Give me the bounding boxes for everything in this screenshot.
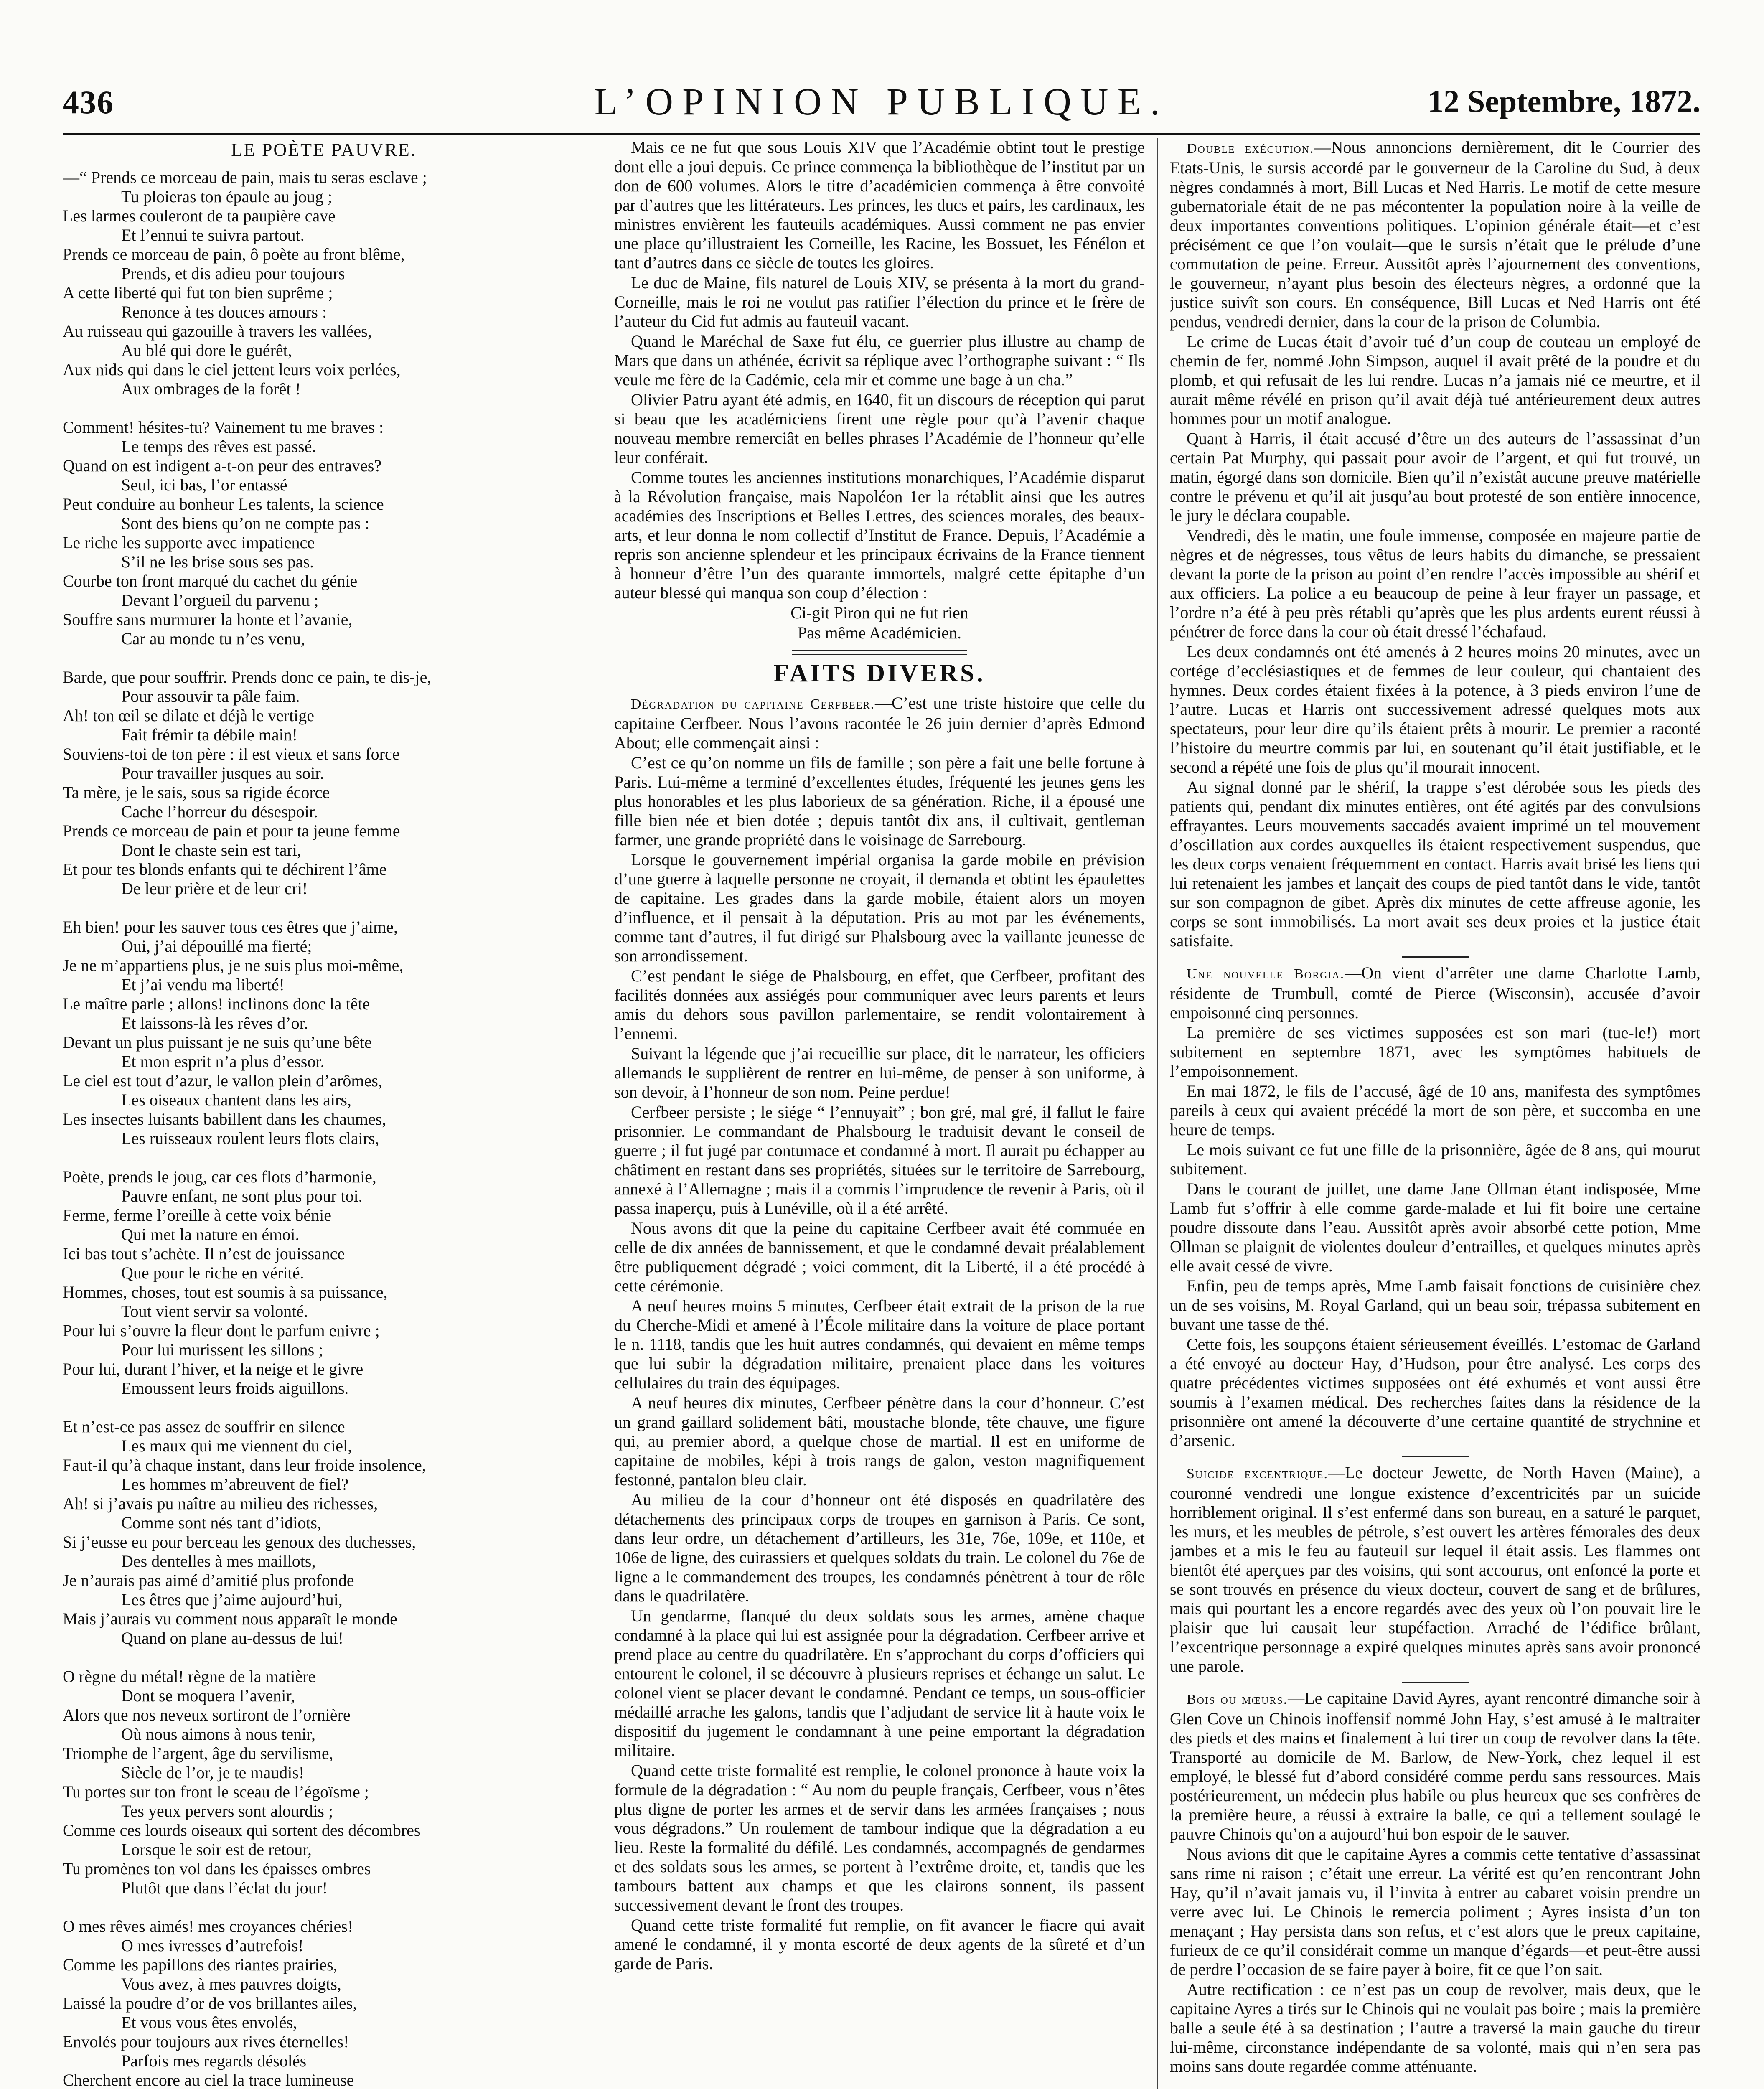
poem-line: Les maux qui me viennent du ciel, [121, 1436, 352, 1455]
poem-line: Comme les papillons des riantes prairies, [63, 1955, 338, 1974]
poem-line: Pour lui, durant l’hiver, et la neige et le givre [63, 1360, 363, 1378]
article-paragraph [1170, 332, 1700, 428]
article-paragraph [1170, 1980, 1700, 2076]
paragraph-text: Comme toutes les anciennes institutions monarchiques, l’Académie disparut à la Révolution française, mais Napoléon 1er la rétablit ainsi que les autres académies des Inscriptions et Belles Lettres, des sciences morales, des beaux-arts, et leur donna le nom collectif d’Institut de France. Depuis, l’Académie a repris son ancienne splendeur et les principaux écrivains de la France tiennent à honneur d’être l’un des quarante immortels, malgré cette épitaphe d’un auteur blessé qui manqua son coup d’élection : [614, 468, 1145, 602]
poem-line: Les êtres que j’aime aujourd’hui, [121, 1590, 343, 1609]
poem-line: Si j’eusse eu pour berceau les genoux des duchesses, [63, 1532, 416, 1551]
poem-line: Les oiseaux chantent dans les airs, [121, 1090, 351, 1109]
article-paragraph [1170, 1140, 1700, 1179]
paragraph-text: Dans le courant de juillet, une dame Jane Ollman étant indisposée, Mme Lamb fut s’offrir à elle comme garde-malade et lui fit boire une certaine poudre dissoute dans l’eau. Aussitôt après avoir absorbé cette potion, Mme Ollman se plaignit de violentes douleur d’entrailles, et quelques minutes après elle avait cessé de vivre. [1170, 1179, 1700, 1275]
epitaph-line-2: Pas même Académicien. [797, 623, 962, 642]
epitaph-line-1: Ci-git Piron qui ne fut rien [790, 603, 968, 622]
poem-line: Emoussent leurs froids aiguillons. [121, 1379, 349, 1398]
poem-line: Dont le chaste sein est tari, [121, 841, 301, 859]
poem-line: Le riche les supporte avec impatience [63, 533, 315, 552]
paragraph-text: Les deux condamnés ont été amenés à 2 heures moins 20 minutes, avec un cortége d’ecclésiastiques et de femmes de leur couleur, qui chantaient des hymnes. Deux cordes étaient fixées à la potence, à 3 pieds environ l’une de l’autre. Lucas et Harris ont successivement adressé quelques mots aux spectateurs, pour leur dire qu’ils étaient prêts à mourir. Le premier a raconté l’histoire du meurtre commis par lui, en soutenant qu’il était justifiable, et le second a répété une fois de plus qu’il mourait innocent. [1170, 642, 1700, 776]
poem-line: Parfois mes regards désolés [121, 2051, 307, 2070]
paragraph-text: Le duc de Maine, fils naturel de Louis XIV, se présenta à la mort du grand-Corneille, mais le roi ne voulut pas ratifier l’élection du prince et le frère de l’auteur du Cid fut admis au fauteuil vacant. [614, 273, 1145, 330]
article-paragraph [614, 1916, 1145, 1973]
column-3 [1170, 138, 1700, 2089]
poem-line: Comment! hésites-tu? Vainement tu me braves : [63, 418, 384, 437]
paragraph-text: Autre rectification : ce n’est pas un coup de revolver, mais deux, que le capitaine Ayres a tirés sur le Chinois qui ne voulait pas boire ; mais la première balle a seule été à sa destination ; l’autre a traversé la main gauche du tireur lui-même, circonstance indépendante de sa volonté, mais qui n’en sera pas moins sans doute regardée comme atténuante. [1170, 1980, 1700, 2076]
academie-paragraph [614, 273, 1145, 331]
paragraph-text: La première de ses victimes supposées est son mari (tue-le!) mort subitement en septembre 1871, avec les symptômes habituels de l’empoisonnement. [1170, 1023, 1700, 1080]
paragraph-text: Enfin, peu de temps après, Mme Lamb faisait fonctions de cuisinière chez un de ses voisins, M. Royal Garland, qui un beau soir, trépassa subitement en buvant une tasse de thé. [1170, 1276, 1700, 1334]
paragraph-text: Quand cette triste formalité fut remplie, on fit avancer le fiacre qui avait amené le condamné, il y monta escorté de deux agents de la sûreté et d’un garde de Paris. [614, 1916, 1145, 1973]
poem-line: Au blé qui dore le guérêt, [121, 341, 292, 360]
poem-line: Ah! ton œil se dilate et déjà le vertige [63, 706, 315, 725]
poem-line: Seul, ici bas, l’or entassé [121, 475, 287, 494]
poem-line: Le temps des rêves est passé. [121, 437, 316, 456]
paragraph-text: Nous avons dit que la peine du capitaine Cerfbeer avait été commuée en celle de dix années de bannissement, et que le condamné devait préalablement être publiquement dégradé ; voici comment, dit la Liberté, il a été procédé à cette cérémonie. [614, 1219, 1145, 1295]
poem-line [63, 399, 585, 418]
academie-paragraph [614, 332, 1145, 389]
poem-line [63, 1148, 585, 1167]
issue-date: 12 Septembre, 1872. [1428, 84, 1700, 119]
poem-line: Plutôt que dans l’éclat du jour! [121, 1878, 328, 1897]
newspaper-title: L’OPINION PUBLIQUE. [594, 80, 1169, 123]
masthead [63, 79, 1700, 130]
poem-line: Tes yeux pervers sont alourdis ; [121, 1802, 333, 1820]
poem-line: —“ Prends ce morceau de pain, mais tu seras esclave ; [63, 168, 427, 187]
masthead-rule [63, 133, 1700, 135]
poem-line: Prends, et dis adieu pour toujours [121, 264, 345, 283]
poem-line: Aux nids qui dans le ciel jettent leurs voix perlées, [63, 360, 401, 379]
page-number: 436 [63, 84, 114, 120]
poem-line: Des dentelles à mes maillots, [121, 1552, 316, 1571]
paragraph-text: Mais ce ne fut que sous Louis XIV que l’Académie obtint tout le prestige dont elle a joui depuis. Ce prince commença la bibliothèque de l’institut par un don de 600 volumes. Alors le titre d’académicien commença à être convoité par d’autres que les littérateurs. Les princes, les ducs et pairs, les cardinaux, les ministres envièrent les fauteuils académiques. Aussi comment ne pas envier une place qu’illustraient les Corneille, les Racine, les Bossuet, les Fénélon et tant d’autres dans ce siècle de toutes les gloires. [614, 138, 1145, 272]
poem-line: Je ne m’appartiens plus, je ne suis plus moi-même, [63, 956, 404, 975]
paragraph-text: Suivant la légende que j’ai recueillie sur place, dit le narrateur, les officiers allemands le supplièrent de rentrer en lui-même, de penser à son uniforme, à son devoir, à l’honneur de son nom. Peine perdue! [614, 1044, 1145, 1101]
poem-line: Car au monde tu n’es venu, [121, 629, 305, 648]
article-paragraph [614, 850, 1145, 966]
section-rule [1402, 956, 1469, 958]
paragraph-text: En mai 1872, le fils de l’accusé, âgé de 10 ans, manifesta des symptômes pareils à ceux qui avaient précédé la mort de son père, et succomba en une heure de temps. [1170, 1082, 1700, 1139]
paragraph-text: A neuf heures dix minutes, Cerfbeer pénètre dans la cour d’honneur. C’est un grand gaillard solidement bâti, moustache blonde, tête chauve, une figure qui, au premier abord, a quelque chose de martial. Il est en uniforme de capitaine de mobiles, képi à trois rangs de galon, veston magnifiquement festonné, pantalon bleu clair. [614, 1393, 1145, 1489]
column-1 [63, 138, 585, 2089]
column-divider [1157, 138, 1158, 2089]
academie-paragraph [614, 138, 1145, 272]
poem-line: Comme ces lourds oiseaux qui sortent des décombres [63, 1821, 421, 1840]
poem-line [63, 1898, 585, 1917]
paragraph-text: Le crime de Lucas était d’avoir tué d’un coup de couteau un employé de chemin de fer, nommé John Simpson, auquel il avait prêté de la poudre et du plomb, et qui refusait de les lui rendre. Lucas n’a jamais nié ce meurtre, et il aurait même révélé en prison qu’il avait déjà tué antérieurement deux autres hommes pour un motif analogue. [1170, 332, 1700, 428]
article-paragraph [1170, 429, 1700, 525]
poem-line: Souffre sans murmurer la honte et l’avanie, [63, 610, 353, 629]
article-paragraph [614, 966, 1145, 1043]
poem-line: S’il ne les brise sous ses pas. [121, 552, 314, 571]
article-nouvelle-borgia [1170, 963, 1700, 1450]
poem-line: Pour lui s’ouvre la fleur dont le parfum enivre ; [63, 1321, 380, 1340]
section-rule [1402, 1682, 1469, 1683]
article-bois-moeurs [1170, 1689, 1700, 2076]
poem-line: Pour assouvir ta pâle faim. [121, 687, 300, 706]
poem-line: Ferme, ferme l’oreille à cette voix bénie [63, 1206, 332, 1225]
poem-line: Les hommes m’abreuvent de fiel? [121, 1475, 349, 1494]
faits-divers-title: FAITS DIVERS. [773, 659, 986, 687]
poem-line: Eh bien! pour les sauver tous ces êtres que j’aime, [63, 917, 398, 936]
article-paragraph [1170, 138, 1700, 331]
poem-line: Alors que nos neveux sortiront de l’ornière [63, 1705, 351, 1724]
poem-line: Laissé la poudre d’or de vos brillantes ailes, [63, 1994, 357, 2013]
academie-paragraph [614, 468, 1145, 602]
article-paragraph [1170, 642, 1700, 777]
article-paragraph [1170, 1179, 1700, 1276]
poem-line: Dont se moquera l’avenir, [121, 1686, 295, 1705]
academie-body [614, 138, 1145, 602]
article-rubric: Double exécution. [1187, 141, 1314, 156]
paragraph-text: —Le capitaine David Ayres, ayant rencontré dimanche soir à Glen Cove un Chinois inoffensif nommé John Hay, s’est amusé à le maltraiter des pieds et des mains et finalement à lui tirer un coup de revolver dans la tête. Transporté au domicile de M. Barlow, de New-York, chez lequel il est employé, le blessé fut d’abord considéré comme perdu sans ressources. Mais postérieurement, un médecin plus habile ou plus heureux que ses confrères de la première heure, a réussi à extraire la balle, ce qui a tellement soulagé le pauvre Chinois qu’on a aujourd’hui bon espoir de le sauver. [1170, 1689, 1700, 1843]
article-paragraph [1170, 1845, 1700, 1979]
poem-line: De leur prière et de leur cri! [121, 879, 308, 898]
poem-line: Vous avez, à mes pauvres doigts, [121, 1975, 341, 1993]
section-rule [792, 650, 967, 655]
paragraph-text: C’est ce qu’on nomme un fils de famille ; son père a fait une belle fortune à Paris. Lui-même a terminé d’excellentes études, fréquenté les jeunes gens les plus honorables et les plus laborieux de sa génération. Riche, il a épousé une fille bien née et bien dotée ; depuis tantôt dix ans, il cultivait, gentleman farmer, une grande propriété dans le voisinage de Sarrebourg. [614, 753, 1145, 849]
article-paragraph [1170, 526, 1700, 641]
paragraph-text: Au signal donné par le shérif, la trappe s’est dérobée sous les pieds des patients qui, pendant dix minutes entières, ont été agités par des convulsions effrayantes. Leurs mouvements saccadés avaient imprimé un tel mouvement d’oscillation aux cordes auxquelles ils étaient respectivement suspendus, que les deux corps venaient fréquemment en contact. Harris avait brisé les liens qui lui retenaient les jambes et lançait des coups de pied tantôt dans le vide, tantôt sur son compagnon de gibet. Après dix minutes de cette affreuse agonie, les corps se sont immobilisés. La mort avait ses deux proies et la justice était satisfaite. [1170, 778, 1700, 950]
poem-line: Que pour le riche en vérité. [121, 1263, 304, 1282]
paragraph-text: Cerfbeer persiste ; le siége “ l’ennuyait” ; bon gré, mal gré, il fallut le faire prisonnier. Le commandant de Phalsbourg le traduisit devant le conseil de guerre ; il fut jugé par contumace et condamné à mort. Il aurait pu échapper au châtiment en restant dans ses propriétés, situées sur le territoire de Sarrebourg, annexé à l’Allemagne ; mais il a commis l’imprudence de revenir à Paris, où il passa inaperçu, puis à Lunéville, où il a été arrêté. [614, 1103, 1145, 1217]
poem-line: Oui, j’ai dépouillé ma fierté; [121, 937, 312, 956]
poem-line: Mais j’aurais vu comment nous apparaît le monde [63, 1609, 397, 1628]
column-2 [614, 138, 1145, 2089]
paragraph-text: Lorsque le gouvernement impérial organisa la garde mobile en prévision d’une guerre à laquelle personne ne croyait, il demanda et obtint les épaulettes de capitaine. Les grades dans la garde mobile, étaient alors un moyen d’influence, et il pensait à la députation. Pris au mot par les événements, comme tant d’autres, il fut dirigé sur Phalsbourg avec la vaillante jeunesse de son arrondissement. [614, 850, 1145, 965]
paragraph-text: Quand cette triste formalité est remplie, le colonel prononce à haute voix la formule de la dégradation : “ Au nom du peuple français, Cerfbeer, vous n’êtes plus digne de porter les armes et de servir dans les armées françaises ; nous vous dégradons.” Un roulement de tambour indique que la dégradation a eu lieu. Reste la formalité du défilé. Les condamnés, accompagnés de gendarmes et des soldats sous les armes, se portent à l’extrême droite, et, tandis que les tambours battent aux champs et que les clairons sonnent, ils passent successivement devant le front des troupes. [614, 1761, 1145, 1914]
poem-line: Barde, que pour souffrir. Prends donc ce pain, te dis-je, [63, 668, 432, 686]
poem-line: Poète, prends le joug, car ces flots d’harmonie, [63, 1167, 376, 1186]
poem-line: Tu ploieras ton épaule au joug ; [121, 187, 333, 206]
poem-line: Le maître parle ; allons! inclinons donc la tête [63, 994, 370, 1013]
poem-line: Les ruisseaux roulent leurs flots clairs, [121, 1129, 379, 1148]
poem-line: Pour travailler jusques au soir. [121, 764, 324, 783]
poem-line: A cette liberté qui fut ton bien suprême ; [63, 283, 333, 302]
article-paragraph [614, 1219, 1145, 1296]
poem-line: Les insectes luisants babillent dans les chaumes, [63, 1110, 386, 1128]
article-paragraph [1170, 963, 1700, 1022]
article-paragraph [614, 1044, 1145, 1102]
article-paragraph [1170, 1082, 1700, 1139]
article-paragraph [1170, 1335, 1700, 1450]
section-rule [1402, 1456, 1469, 1457]
poem-line: Siècle de l’or, je te maudis! [121, 1763, 305, 1782]
paragraph-text: A neuf heures moins 5 minutes, Cerfbeer était extrait de la prison de la rue du Cherche-Midi et amené à l’École militaire dans la voiture de place portant le n. 1118, tandis que les huit autres condamnés, qui devaient en même temps que lui subir la dégradation militaire, prenaient place dans les voitures cellulaires du train des équipages. [614, 1296, 1145, 1392]
poem-line: Tu portes sur ton front le sceau de l’égoïsme ; [63, 1782, 369, 1801]
poem-line: Prends ce morceau de pain, ô poète au front blême, [63, 245, 405, 264]
article-paragraph [614, 1761, 1145, 1915]
paragraph-text: Nous avions dit que le capitaine Ayres a commis cette tentative d’assassinat sans rime ni raison ; c’était une erreur. La vérité est qu’en rencontrant John Hay, qu’il n’avait jamais vu, il l’invita à entrer au cabaret voisin prendre un verre avec lui. Le Chinois le remercia poliment ; Ayres insista d’un ton menaçant ; Hay persista dans son refus, et c’est alors que le preux capitaine, furieux de ce qu’il considérait comme un manque d’égards—et peut-être aussi de perdre l’occasion de se faire payer à boire, fit ce que l’on sait. [1170, 1845, 1700, 1979]
article-paragraph [1170, 778, 1700, 950]
paragraph-text: Le mois suivant ce fut une fille de la prisonnière, âgée de 8 ans, qui mourut subitement. [1170, 1140, 1700, 1178]
poem-line: O mes ivresses d’autrefois! [121, 1936, 304, 1955]
article-paragraph [1170, 1276, 1700, 1334]
poem-line: Tu promènes ton vol dans les épaisses ombres [63, 1859, 371, 1878]
poem-line: Et n’est-ce pas assez de souffrir en silence [63, 1417, 345, 1436]
poem-line: Et j’ai vendu ma liberté! [121, 975, 285, 994]
paragraph-text: —Nous annoncions dernièrement, dit le Courrier des Etats-Unis, le sursis accordé par le gouverneur de la Caroline du Sud, à deux nègres condamnés à mort, Bill Lucas et Ned Harris. Le motif de cette mesure gubernatoriale était de ne pas mécontenter la population noire à la veille de deux importantes conventions politiques. L’opinion générale était—et c’est précisément ce que l’on voulait—que le sursis n’était que le prélude d’une commutation de peine. Erreur. Aussitôt après l’ajournement des conventions, le gouverneur, n’ayant plus besoin des électeurs nègres, a ordonné que la justice suivît son cours. En conséquence, Bill Lucas et Ned Harris ont été pendus, vendredi dernier, dans la cour de la prison de Columbia. [1170, 138, 1700, 331]
poem-line: Devant un plus puissant je ne suis qu’une bête [63, 1033, 372, 1052]
poem-line: Renonce à tes douces amours : [121, 302, 327, 321]
poem-line [63, 1398, 585, 1417]
poem-line: Et pour tes blonds enfants qui te déchirent l’âme [63, 860, 387, 879]
poem-line: Ah! si j’avais pu naître au milieu des richesses, [63, 1494, 378, 1513]
poem-line: Où nous aimons à nous tenir, [121, 1725, 316, 1743]
article-paragraph [614, 1606, 1145, 1760]
article-degradation [614, 694, 1145, 1973]
poem-line: Au ruisseau qui gazouille à travers les vallées, [63, 322, 372, 341]
poem-line: Aux ombrages de la forêt ! [121, 379, 301, 398]
poem-line: Hommes, choses, tout est soumis à sa puissance, [63, 1283, 388, 1301]
article-rubric: Dégradation du capitaine Cerfbeer. [631, 696, 875, 712]
paragraph-text: —C’est une triste histoire que celle du capitaine Cerfbeer. Nous l’avons racontée le 26 juin dernier d’après Edmond About; elle commençait ainsi : [614, 694, 1145, 752]
poem-line: Faut-il qu’à chaque instant, dans leur froide insolence, [63, 1456, 426, 1474]
poem-line [63, 898, 585, 917]
article-rubric: Une nouvelle Borgia. [1187, 966, 1345, 982]
poem-line: Courbe ton front marqué du cachet du génie [63, 572, 358, 590]
poem-line: Pour lui murissent les sillons ; [121, 1340, 323, 1359]
poem-line: Lorsque le soir est de retour, [121, 1840, 312, 1859]
article-paragraph [614, 1296, 1145, 1393]
poem-line: Et mon esprit n’a plus d’essor. [121, 1052, 325, 1071]
article-paragraph [614, 1103, 1145, 1218]
paragraph-text: Un gendarme, flanqué du deux soldats sous les armes, amène chaque condamné à la place qui lui est assignée pour la dégradation. Cerfbeer arrive et prend place au centre du quadrilatère. En s’approchant du corps d’officiers qui entourent le colonel, il se découvre à plusieurs reprises et échange un salut. Le colonel vient se placer devant le condamné. Pendant ce temps, un sous-officier médaillé arrache les galons, tandis que l’adjudant de service lit à haute voix le dispositif du jugement le condamnant à une peine emportant la dégradation militaire. [614, 1606, 1145, 1760]
poem-line: Quand on est indigent a-t-on peur des entraves? [63, 456, 382, 475]
article-paragraph [1170, 1689, 1700, 1844]
paragraph-text: Quand le Maréchal de Saxe fut élu, ce guerrier plus illustre au champ de Mars que dans un athénée, écrivit sa réplique avec l’orthographe suivant : “ Ils veule me fère de la Cadémie, cela mir et comme une bage à un cha.” [614, 332, 1145, 389]
poem-line: Le ciel est tout d’azur, le vallon plein d’arômes, [63, 1071, 382, 1090]
paragraph-text: Olivier Patru ayant été admis, en 1640, fit un discours de réception qui parut si beau que les académiciens firent une règle pour qu’à l’avenir chaque nouveau membre remerciât en belles phrases l’Académie de l’honneur qu’elle leur conférait. [614, 390, 1145, 467]
article-paragraph [1170, 1023, 1700, 1081]
article-double-execution [1170, 138, 1700, 950]
article-rubric: Suicide excentrique. [1187, 1466, 1329, 1482]
poem-line [63, 1648, 585, 1667]
poem-line: Prends ce morceau de pain et pour ta jeune femme [63, 821, 400, 840]
poem-body [63, 168, 585, 2089]
poem-line: Sont des biens qu’on ne compte pas : [121, 514, 370, 533]
paragraph-text: Cette fois, les soupçons étaient sérieusement éveillés. L’estomac de Garland a été envoyé au docteur Hay, d’Hudson, pour être analysé. Les corps des quatre précédentes victimes supposées ont été exhumés et vont aussi être soumis à l’examen médical. Des recherches faites dans la résidence de la prisonnière ont amené la découverte d’une certaine quantité de strychnine et d’arsenic. [1170, 1335, 1700, 1450]
paragraph-text: Au milieu de la cour d’honneur ont été disposés en quadrilatère des détachements des principaux corps de troupes en garnison à Paris. Ce sont, dans leur ordre, un détachement d’artilleurs, les 31e, 76e, 109e, et 110e, et 106e de ligne, des cuirassiers et quelques soldats du train. Le colonel du 76e de ligne a le commandement des troupes, les condamnés pénètrent à tour de rôle dans le quadrilatère. [614, 1490, 1145, 1605]
poem-line: Et vous vous êtes envolés, [121, 2013, 297, 2032]
article-paragraph [614, 1393, 1145, 1489]
poem-line: Envolés pour toujours aux rives éternelles! [63, 2032, 349, 2051]
poem-line: Et laissons-là les rêves d’or. [121, 1014, 308, 1032]
poem-line: O règne du métal! règne de la matière [63, 1667, 316, 1686]
article-suicide [1170, 1463, 1700, 1676]
poem-line: Quand on plane au-dessus de lui! [121, 1629, 344, 1647]
poem-line: Je n’aurais pas aimé d’amitié plus profonde [63, 1571, 354, 1590]
poem-line [63, 648, 585, 668]
article-rubric: Bois ou mœurs. [1187, 1692, 1288, 1707]
poem-title: LE POÈTE PAUVRE. [231, 140, 417, 160]
article-paragraph [614, 753, 1145, 849]
article-paragraph [614, 1490, 1145, 1606]
poem-line: Devant l’orgueil du parvenu ; [121, 591, 319, 610]
paragraph-text: Quant à Harris, il était accusé d’être un des auteurs de l’assassinat d’un certain Pat Murphy, qui passait pour avoir de l’argent, et qui fut trouvé, un matin, égorgé dans son domicile. Bien qu’il n’existât aucune preuve matérielle contre le prévenu et qu’il ait jusqu’au bout protesté de son entière innocence, le jury le déclara coupable. [1170, 429, 1700, 525]
paragraph-text: C’est pendant le siége de Phalsbourg, en effet, que Cerfbeer, profitant des facilités données aux assiégés pour communiquer avec leurs parents et leurs amis du dehors sous pavillon parlementaire, se rendit volontairement à l’ennemi. [614, 966, 1145, 1043]
poem-line: Pauvre enfant, ne sont plus pour toi. [121, 1187, 363, 1205]
poem-line: Souviens-toi de ton père : il est vieux et sans force [63, 745, 400, 763]
poem-line: Fait frémir ta débile main! [121, 725, 298, 744]
paragraph-text: Vendredi, dès le matin, une foule immense, composée en majeure partie de nègres et de négresses, tous vêtus de leurs habits du dimanche, se pressaient devant la porte de la prison au point d’en rendre l’accès impossible au shérif et aux officiers. La police a eu beaucoup de peine à leur frayer un passage, et l’ordre n’a été à peu près rétabli qu’après que les plus ardents eurent réussi à pénétrer de force dans la cour où était dressé l’échafaud. [1170, 526, 1700, 641]
article-paragraph [614, 694, 1145, 752]
poem-line: Tout vient servir sa volonté. [121, 1302, 308, 1321]
poem-line: Qui met la nature en émoi. [121, 1225, 300, 1244]
poem-line: Comme sont nés tant d’idiots, [121, 1513, 321, 1532]
poem-line: Triomphe de l’argent, âge du servilisme, [63, 1744, 333, 1763]
article-paragraph [1170, 1463, 1700, 1676]
poem-line: Et l’ennui te suivra partout. [121, 226, 305, 244]
poem-line: Ici bas tout s’achète. Il n’est de jouissance [63, 1244, 345, 1263]
academie-paragraph [614, 390, 1145, 467]
poem-line: Les larmes couleront de ta paupière cave [63, 206, 336, 225]
poem-line: Peut conduire au bonheur Les talents, la science [63, 495, 384, 513]
poem-line: O mes rêves aimés! mes croyances chéries! [63, 1917, 353, 1936]
poem-line: Cherchent encore au ciel la trace lumineuse [63, 2071, 354, 2089]
paragraph-text: —On vient d’arrêter une dame Charlotte Lamb, résidente de Trumbull, comté de Pierce (Wisconsin), accusée d’avoir empoisonné cinq personnes. [1170, 963, 1700, 1022]
poem-line: Cache l’horreur du désespoir. [121, 802, 318, 821]
poem-line: Ta mère, je le sais, sous sa rigide écorce [63, 783, 330, 802]
paragraph-text: —Le docteur Jewette, de North Haven (Maine), a couronné vendredi une longue existence d’excentricités par un suicide horriblement original. Il s’est enfermé dans son bureau, en a saturé le parquet, les murs, et les meubles de pétrole, s’est ouvert les artères fémorales des deux jambes et a mis le feu au fauteuil sur lequel il était assis. Les flammes ont bientôt été aperçues par des voisins, qui sont accourus, ont enfoncé la porte et se sont trouvés en présence du vieux docteur, couvert de sang et de brûlures, mais qui pourtant les a encore regardés avec des yeux où l’on pouvait lire le plaisir que lui causait leur stupéfaction. Arraché de l’édifice brûlant, l’excentrique personnage a expiré quelques minutes après sans avoir prononcé une parole. [1170, 1463, 1700, 1675]
